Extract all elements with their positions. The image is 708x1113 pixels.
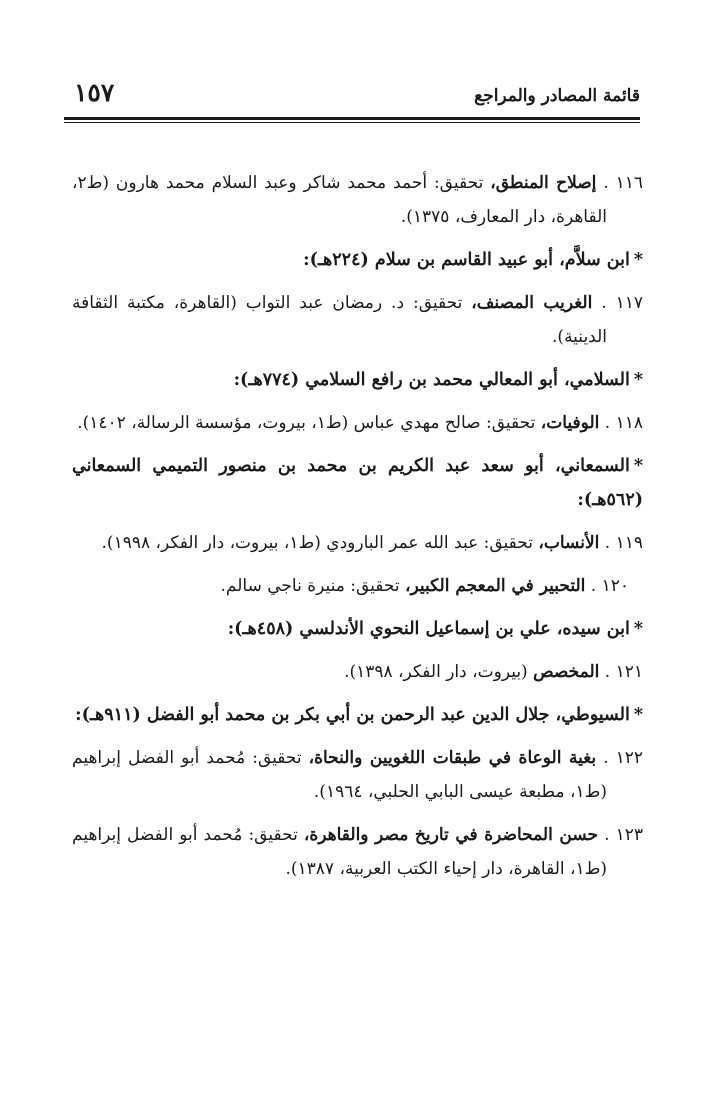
entry-number: ١٢٣ . xyxy=(604,825,643,845)
entry-title: بغية الوعاة في طبقات اللغويين والنحاة، xyxy=(308,748,597,768)
author-heading xyxy=(72,612,643,646)
bibliography-entry xyxy=(72,741,643,809)
entry-number: ١١٨ . xyxy=(604,413,643,433)
entry-title: التحبير في المعجم الكبير، xyxy=(405,576,586,596)
author-marker: * xyxy=(633,456,643,476)
entry-title: المخصص xyxy=(533,662,600,682)
author-heading xyxy=(72,698,643,732)
bibliography-entry xyxy=(72,655,643,689)
bibliography-entry xyxy=(72,569,643,603)
author-heading xyxy=(72,363,643,397)
author-heading xyxy=(72,243,643,277)
entry-number: ١٢٠ . xyxy=(590,576,629,596)
entry-number: ١٢١ . xyxy=(604,662,643,682)
author-heading xyxy=(72,449,643,517)
entry-number: ١٢٢ . xyxy=(603,748,644,768)
entry-detail: (بيروت، دار الفكر، ١٣٩٨). xyxy=(344,662,534,682)
header-rule-thick xyxy=(64,117,640,120)
entry-detail: تحقيق: مُحمد أبو الفضل إبراهيم (ط١، مطبعة عيسى البابي الحلبي، ١٩٦٤). xyxy=(72,748,607,802)
bibliography-entry xyxy=(72,526,643,560)
entry-detail: تحقيق: عبد الله عمر البارودي (ط١، بيروت، دار الفكر، ١٩٩٨). xyxy=(101,533,539,553)
author-marker: * xyxy=(633,250,643,270)
author-name: السيوطي، جلال الدين عبد الرحمن بن أبي بكر بن محمد أبو الفضل (٩١١هـ): xyxy=(75,705,630,725)
entry-title: الغريب المصنف، xyxy=(471,293,593,313)
author-name: السمعاني، أبو سعد عبد الكريم بن محمد بن منصور التميمي السمعاني (٥٦٢هـ): xyxy=(72,456,643,510)
entry-number: ١١٧ . xyxy=(601,293,644,313)
header-rule-thin xyxy=(64,122,640,123)
author-name: ابن سلاَّم، أبو عبيد القاسم بن سلام (٢٢٤هـ): xyxy=(303,250,630,270)
running-title: قائمة المصادر والمراجع xyxy=(474,86,640,106)
entry-detail: تحقيق: مُحمد أبو الفضل إبراهيم (ط١، القاهرة، دار إحياء الكتب العربية، ١٣٨٧). xyxy=(72,825,607,879)
entry-detail: تحقيق: صالح مهدي عباس (ط١، بيروت، مؤسسة الرسالة، ١٤٠٢). xyxy=(77,413,541,433)
bibliography-entry xyxy=(72,406,643,440)
entry-detail: تحقيق: أحمد محمد شاكر وعبد السلام محمد هارون (ط٢، القاهرة، دار المعارف، ١٣٧٥). xyxy=(72,173,607,227)
entry-number: ١١٦ . xyxy=(603,173,643,193)
entry-detail: تحقيق: د. رمضان عبد التواب (القاهرة، مكتبة الثقافة الدينية). xyxy=(72,293,607,347)
entry-title: إصلاح المنطق، xyxy=(490,173,597,193)
author-marker: * xyxy=(633,370,643,390)
author-marker: * xyxy=(633,705,643,725)
bibliography-entry xyxy=(72,286,643,354)
page-number: ١٥٧ xyxy=(74,78,115,107)
entry-title: الأنساب، xyxy=(538,533,600,553)
author-marker: * xyxy=(633,619,643,639)
entry-title: الوفيات، xyxy=(540,413,600,433)
author-name: السلامي، أبو المعالي محمد بن رافع السلامي (٧٧٤هـ): xyxy=(233,370,630,390)
bibliography-entry xyxy=(72,166,643,234)
page-header xyxy=(64,78,640,114)
bibliography-list xyxy=(72,166,643,895)
bibliography-entry xyxy=(72,818,643,886)
entry-number: ١١٩ . xyxy=(604,533,643,553)
author-name: ابن سيده، علي بن إسماعيل النحوي الأندلسي (٤٥٨هـ): xyxy=(227,619,630,639)
entry-detail: تحقيق: منيرة ناجي سالم. xyxy=(220,576,406,596)
entry-title: حسن المحاضرة في تاريخ مصر والقاهرة، xyxy=(303,825,599,845)
